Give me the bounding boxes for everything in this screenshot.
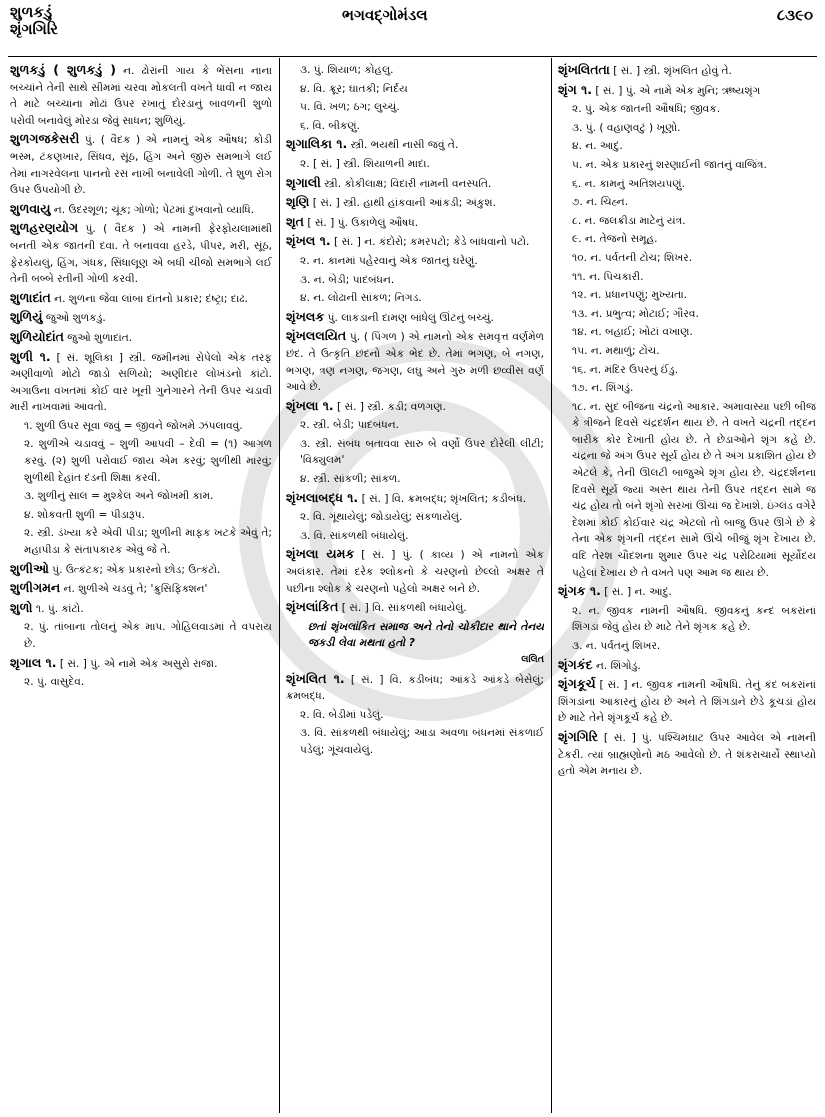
definition-text: [ સં. ] સ્ત્રી. હાથી હાંકવાની આંકડી; અંકુશ. bbox=[312, 197, 496, 210]
definition-text: ન. શિંગોડું. bbox=[595, 659, 641, 672]
page-header bbox=[0, 0, 825, 56]
dictionary-entry bbox=[286, 599, 544, 617]
dictionary-entry bbox=[286, 417, 544, 434]
dictionary-entry bbox=[10, 488, 272, 505]
definition-text: ૩. પું. ( વહાણવટું ) ખૂણો. bbox=[572, 121, 681, 134]
dictionary-entry bbox=[10, 349, 272, 416]
definition-text: પું. ઉત્કંટક; એક પ્રકારનો છોડ; ઉત્કંટો. bbox=[52, 563, 221, 576]
headword: શૃંખલ ૧. bbox=[286, 233, 331, 249]
column-divider bbox=[551, 58, 552, 1113]
column-divider bbox=[279, 58, 280, 1113]
headword: શૃંખલા ૧. bbox=[286, 397, 334, 413]
definition-text: [ સં. ] ન. કંદોરો; કમરપટો; કેડે બાંધવાનો પટો. bbox=[333, 236, 530, 249]
definition-text: ૬. ન. કામનું અતિશયપણું. bbox=[572, 177, 686, 190]
definition-text: જુઓ શુળાદાંત. bbox=[67, 331, 133, 344]
dictionary-entry bbox=[10, 525, 272, 558]
headword: શૃત bbox=[286, 213, 304, 229]
dictionary-entry bbox=[558, 101, 816, 118]
definition-text: પું. ( વૈદક ) એ નામનું એક ઔષધ; કોડી ભસ્મ, ટંકણખાર, સિંધવ, સૂંઠ, હિંગ અને જીરું સમભાગે લઈ તેમાં નાગરવેલના પાનનો રસ નાખી બનાવેલી ગોળી. તે શુળ રોગ ઉપર ઉપયોગી છે. bbox=[10, 134, 272, 197]
dictionary-entry bbox=[558, 287, 816, 304]
dictionary-entry bbox=[558, 380, 816, 397]
dictionary-entry bbox=[286, 175, 544, 193]
dictionary-entry bbox=[558, 306, 816, 323]
dictionary-entry bbox=[558, 82, 816, 100]
definition-text: [ સં. ] ન. જીવક નામની ઔષધિ. તેનું કંદ બકરાંનાં શિંગડાંના આકારનું હોય છે અને તે શિંગડાને છેડે કૂચડાં હોય છે માટે તેને શૃંગકૂર્ચ કહે છે. bbox=[558, 679, 816, 725]
dictionary-entry bbox=[10, 220, 272, 287]
definition-text: ૧૪. ન. બહાઈ; ખોટાં વખાણ. bbox=[572, 326, 693, 339]
definition-text: ૪. ન. આદું. bbox=[572, 140, 623, 153]
definition-text: ન. ઉદરશૂળ; ચૂંક; ગોળો; પેટમાં દુખવાનો વ્યાધિ. bbox=[53, 203, 255, 216]
column-3 bbox=[558, 62, 816, 1112]
dictionary-entry bbox=[558, 657, 816, 675]
definition-text: ૧૭. ન. શિંગડું. bbox=[572, 382, 634, 395]
definition-text: ૨. ન. જીવક નામની ઔષધિ. જીવકનું કન્દ બકરાંનાં શિંગડાં જેવું હોય છે માટે તેને શૃંગક કહે છે. bbox=[572, 604, 816, 634]
definition-text: ૨. પું. વાસુદેવ. bbox=[24, 676, 85, 689]
dictionary-entry bbox=[286, 619, 544, 669]
dictionary-entry bbox=[558, 62, 816, 80]
dictionary-entry bbox=[558, 250, 816, 267]
dictionary-entry bbox=[286, 233, 544, 251]
headword: શુળીગમન bbox=[10, 580, 61, 596]
definition-text: જુઓ શુળકડું. bbox=[45, 312, 106, 325]
definition-text: ન. શુળીએ ચડવું તે; 'ક્રુસિફિક્શન' bbox=[63, 583, 208, 596]
definition-text: [ સં. ] પું. પશ્ચિમઘાટ ઉપર આવેલ એ નામની ટેકરી. ત્યાં બ્રાહ્મણોનો મઠ આવેલો છે. તે શંકરાચાર્યે સ્થાપ્યો હતો એમ મનાય છે. bbox=[558, 731, 816, 778]
dictionary-entry bbox=[10, 507, 272, 524]
headword: શુળિયું bbox=[10, 309, 43, 325]
quotation-credit: લલિત bbox=[521, 654, 544, 665]
dictionary-entry bbox=[286, 398, 544, 416]
definition-text: ૨. સ્ત્રી. બેડી; પાદબંધન. bbox=[300, 419, 399, 432]
headword: શુળવાયુ bbox=[10, 200, 51, 216]
definition-text: [ સં. ] પું. એ નામે એક અસુરો રાજા. bbox=[59, 657, 218, 670]
column-1 bbox=[10, 62, 272, 1112]
dictionary-entry bbox=[286, 253, 544, 270]
headword: શૃંગકંદ bbox=[558, 656, 593, 672]
headword: શૃંખલાંકિત bbox=[286, 599, 339, 615]
headword: શૃંખલાબદ્ધ ૧. bbox=[286, 489, 359, 505]
dictionary-entry bbox=[10, 561, 272, 579]
headword: શૃંખલલયિત bbox=[286, 328, 347, 344]
definition-text: ન. ઢોરાંની ગાય કે ભેંસના નાના બચ્ચાંને તેની સાથે સીમમાં ચરવા મોકલતી વખતે ધાવી ન જાય તે માટે બચ્ચાંના મોઢાં ઉપર રખાતું દોરડાનું બાવળની શુળો પરોવી બનાવેલું મોરડા જેવું સાધન; શુળિયું. bbox=[10, 65, 272, 127]
dictionary-entry bbox=[286, 194, 544, 212]
dictionary-entry bbox=[286, 671, 544, 705]
definition-text: પું. ( પિંગળ ) એ નામનો એક સમવૃત્ત વર્ણમેળ છંદ. તે ઉત્કૃતિ છંદનો એક ભેદ છે. તેમાં ભગણ, બે નગણ, ભગણ, ત્રણ નગણ, જગણ, લઘુ અને ગુરુ મળી છવ્વીસ વર્ણ આવે છે. bbox=[286, 331, 544, 394]
dictionary-entry bbox=[10, 674, 272, 691]
dictionary-entry bbox=[558, 399, 816, 582]
dictionary-entry bbox=[558, 676, 816, 727]
dictionary-entry bbox=[286, 436, 544, 469]
dictionary-entry bbox=[558, 729, 816, 780]
dictionary-title: ભગવદ્ગોમંડલ bbox=[342, 6, 428, 24]
dictionary-entry bbox=[558, 324, 816, 341]
definition-text: ૧૮. ન. સુદ બીજના ચંદ્રનો આકાર. અમાવાસ્યા પછી બીજ કે ત્રીજને દિવસે ચંદ્રદર્શન થાય છે. તે વખતે ચંદ્રની તદ્દન બારીક કોર દેખાતી હોય છે. તે છેડાઓને શૃંગ કહે છે. ચંદ્રના જે અંગ ઉપર સૂર્ય હોય છે તે અંગ પ્રકાશિત હોય છે એટલે કે, તેની ઊલટી બાજુએ શૃંગ હોય છે. ચંદ્રદર્શનના દિવસે સૂર્ય જ્યાં અસ્ત થાય તેની ઉપર તદ્દન સામે જ ચંદ્ર હોય તો બંને શૃંગો સરખાં ઊંચાં જ દેખાશે. ઇંગ્લંડ વગેરે દેશમાં કોઈ કોઈવાર ચંદ્ર એટલો તો બાજુ ઉપર ઊગે છે કે તેના એક શૃંગની તદ્દન સામે ઊંચે બીજું શૃંગ દેખાય છે. વદિ તેરશ ચૌદશના શુમાર ઉપર ચંદ્ર પરોઢિયામાં સૂર્યોદય પહેલાં દેખાય છે તે વખતે પણ આમ જ થાય છે. bbox=[572, 400, 816, 579]
headword: શુળાદાંત bbox=[10, 289, 51, 305]
dictionary-entry bbox=[286, 309, 544, 327]
headword: શૃગાલિકા ૧. bbox=[286, 136, 348, 152]
dictionary-entry bbox=[558, 362, 816, 379]
definition-text: ૩. ન. બેડી; પાદબંધન. bbox=[300, 273, 395, 286]
dictionary-entry bbox=[558, 583, 816, 601]
dictionary-entry bbox=[10, 131, 272, 198]
dictionary-entry bbox=[558, 269, 816, 286]
idiom-text: ૪. શોકવતી શુળી = પીડારૂપ. bbox=[24, 508, 145, 521]
definition-text: [ સં. ] ન. આદું. bbox=[604, 586, 672, 599]
headword: શૃગાલી bbox=[286, 174, 321, 190]
dictionary-entry bbox=[286, 509, 544, 526]
dictionary-entry bbox=[286, 707, 544, 724]
dictionary-entry bbox=[10, 201, 272, 219]
headword: શુળકડું ( શુળકડું ) bbox=[10, 62, 116, 77]
headword: શૃંગ ૧. bbox=[558, 81, 592, 97]
definition-text: ૨. [ સં. ] સ્ત્રી. શિયાળની માદા. bbox=[300, 157, 430, 170]
definition-text: ૨. પું. તાંબાના તોલનું એક માપ. ગોહિલવાડમાં તે વપરાય છે. bbox=[24, 621, 272, 650]
dictionary-entry bbox=[286, 99, 544, 116]
guide-word-last: શૃંગગિરિ bbox=[10, 20, 59, 38]
definition-text: [ સં. શૂલિકા ] સ્ત્રી. જમીનમાં રોપેલો એક તરફ અણીવાળો મોટો જાડો સળિયો; અણીદાર લોખંડનો કાંટો. અગાઉના વખતમાં કોઈ વાર ખૂની ગુનેગારને તેની ઉપર ચડાવી મારી નાખવામાં આવતો. bbox=[10, 351, 272, 414]
definition-text: ૭. ન. ચિહ્ન. bbox=[572, 196, 629, 209]
definition-text: ૨. પું. એક જાતની ઔષધિ; જીવક. bbox=[572, 103, 721, 116]
dictionary-entry bbox=[286, 490, 544, 508]
dictionary-entry bbox=[558, 638, 816, 655]
definition-text: ૬. વિ. બીકણું. bbox=[300, 119, 361, 132]
definition-text: ૧૦. ન. પર્વતની ટોચ; શિખર. bbox=[572, 251, 693, 264]
dictionary-entry bbox=[558, 343, 816, 360]
dictionary-entry bbox=[558, 213, 816, 230]
dictionary-entry bbox=[286, 118, 544, 135]
dictionary-entry bbox=[10, 418, 272, 435]
definition-text: [ સં. ] પું. ( કાવ્ય ) એ નામનો એક અલંકાર. તેમાં દરેક શ્લોકનો કે ચરણનો છેલ્લો અક્ષર તે પછીના શ્લોક કે ચરણનો પહેલો અક્ષર બને છે. bbox=[286, 549, 544, 595]
definition-text: ૧૫. ન. મથાળું; ટોચ. bbox=[572, 344, 660, 357]
definition-text: [ સં. ] વિ. કડીબંધ; આંકડે આંકડે બેસેલું; ક્રમબદ્ધ. bbox=[286, 673, 544, 703]
headword: શૃંગગિરિ bbox=[558, 728, 599, 744]
definition-text: ૧૧. ન. પિચકારી. bbox=[572, 270, 644, 283]
dictionary-entry bbox=[286, 62, 544, 79]
definition-text: ૫. વિ. ખળ; ઠગ; લુચ્ચું. bbox=[300, 101, 400, 114]
dictionary-entry bbox=[10, 329, 272, 347]
definition-text: [ સં. ] સ્ત્રી. શૃંખલિત હોવું તે. bbox=[613, 65, 732, 77]
definition-text: ૩. સ્ત્રી. સંબંધ બતાવવા સારુ બે વર્ણો ઉપર દોરેલી લીટી; 'વિક્યુલમ' bbox=[300, 437, 544, 467]
definition-text: ૧૩. ન. પ્રભુત્વ; મોટાઈ; ગૌરવ. bbox=[572, 307, 699, 320]
dictionary-entry bbox=[286, 156, 544, 173]
dictionary-entry bbox=[558, 231, 816, 248]
dictionary-entry bbox=[10, 619, 272, 652]
dictionary-entry bbox=[286, 528, 544, 545]
headword: શૃંખલક bbox=[286, 308, 325, 324]
definition-text: ૧૨. ન. પ્રધાનપણું; મુખ્યતા. bbox=[572, 289, 688, 302]
idiom-text: ૧. શુળી ઉપર સૂવા જવું = જીવને જોખમે ઝંપલાવવું. bbox=[24, 419, 243, 432]
dictionary-entry bbox=[10, 655, 272, 673]
headword: શુળીઓ bbox=[10, 560, 49, 576]
dictionary-entry bbox=[10, 600, 272, 618]
definition-text: ૩. ન. પર્વતનું શિખર. bbox=[572, 640, 661, 652]
headword: શૃગાલ ૧. bbox=[10, 654, 57, 670]
definition-text: ૨. વિ. ગૂંથાયેલું; જોડાયેલું; સંકળાયેલું. bbox=[300, 511, 463, 524]
definition-text: ૨. સ્ત્રી. ડંખ્યા કરે એવી પીડા; શુળીની માફક ખટકે એવું તે; મહાપીડા કે સંતાપકારક એવું જે તે. bbox=[24, 527, 272, 557]
dictionary-entry bbox=[558, 120, 816, 137]
definition-text: [ સં. ] પું. ઉકાળેલું ઔષધ. bbox=[307, 216, 419, 229]
definition-text: સ્ત્રી. કોકીલાક્ષ; વિદારી નામની વનસ્પતિ. bbox=[324, 177, 492, 190]
dictionary-entry bbox=[10, 62, 272, 129]
dictionary-entry bbox=[558, 603, 816, 636]
idiom-text: ૩. શુળીનું સાલ = મુશ્કેલ અને જોખમી કામ. bbox=[24, 490, 214, 503]
dictionary-entry bbox=[286, 546, 544, 597]
definition-text: ૪. વિ. ક્રૂર; ઘાતકી; નિર્દય bbox=[300, 82, 408, 95]
headword: શુળગજકેસરી bbox=[10, 131, 80, 147]
headword: શુળો bbox=[10, 599, 33, 615]
dictionary-entry bbox=[558, 194, 816, 211]
dictionary-entry bbox=[558, 176, 816, 193]
definition-text: ૩. પું. શિયાળ; કોહલુ. bbox=[300, 64, 394, 76]
page-number: ૮૩૯૦ bbox=[776, 6, 813, 24]
headword: શૃંગક ૧. bbox=[558, 583, 601, 599]
dictionary-entry bbox=[286, 290, 544, 307]
headword: શુળહરણયોગ bbox=[10, 220, 79, 236]
definition-text: ૯. ન. તેજનો સમૂહ. bbox=[572, 233, 658, 246]
dictionary-entry bbox=[286, 136, 544, 154]
dictionary-entry bbox=[286, 471, 544, 488]
guide-words bbox=[10, 4, 58, 38]
column-2 bbox=[286, 62, 544, 1112]
headword: શુળી ૧. bbox=[10, 348, 51, 364]
definition-text: ૪. સ્ત્રી. સાંકળી; સાંકળ. bbox=[300, 473, 401, 486]
definition-text: ૩. વિ. સાંકળથી બંધાયેલું; આડા અવળા બંધનમાં સંકળાઈ પડેલું; ગૂંચવાયેલું. bbox=[300, 727, 544, 756]
definition-text: ૫. ન. એક પ્રકારનું શરણાઈની જાતનું વાજિંત્ર. bbox=[572, 158, 767, 171]
headword: શૃંખલિત ૧. bbox=[286, 670, 345, 686]
dictionary-entry bbox=[10, 580, 272, 598]
headword: શૃણિ bbox=[286, 194, 310, 210]
dictionary-entry bbox=[558, 157, 816, 174]
dictionary-entry bbox=[286, 328, 544, 395]
guide-word-first: શુળકડું bbox=[10, 3, 53, 21]
definition-text: પું. ( વૈદક ) એ નામની ફેરફોયલામાંથી બનતી એક જાતની દવા. તે બનાવવા હરડે, પીપર, મરી, સૂંઠ, ફેરકોયલું, હિંગ, ગંધક, સિંધાલૂણ એ બધી ચીજો સમભાગે લઈ તેની બબ્બે રતીની ગોળી કરવી. bbox=[10, 223, 272, 286]
headword: શૃંખલા યમક bbox=[286, 546, 355, 562]
dictionary-entry bbox=[10, 436, 272, 486]
definition-text: સ્ત્રી. ભયથી નાસી જવું તે. bbox=[350, 139, 459, 152]
headword: શૃંખલિતતા bbox=[558, 62, 610, 77]
header-rule bbox=[8, 56, 817, 57]
definition-text: ૮. ન. જલક્રીડા માટેનું યંત્ર. bbox=[572, 214, 686, 227]
definition-text: ૩. વિ. સાંકળથી બંધાયેલું. bbox=[300, 529, 409, 542]
definition-text: પું. લાકડાની દામણ બાંધેલું ઊંટનું બચ્ચું. bbox=[327, 311, 494, 324]
definition-text: ૨. વિ. બેડીમાં પડેલું. bbox=[300, 708, 384, 721]
definition-text: ૨. ન. કાનમાં પહેરવાનું એક જાતનું ઘરેણું. bbox=[300, 254, 478, 267]
headword: શુળિયોદાંત bbox=[10, 328, 64, 344]
definition-text: [ સં. ] વિ. ક્રમબદ્ધ; શૃંખલિત; કડીબંધ. bbox=[361, 492, 527, 505]
dictionary-entry bbox=[286, 214, 544, 232]
dictionary-entry bbox=[558, 138, 816, 155]
definition-text: [ સં. ] સ્ત્રી. કડી; વળગણ. bbox=[337, 400, 447, 413]
dictionary-entry bbox=[10, 309, 272, 327]
dictionary-entry bbox=[286, 725, 544, 758]
definition-text: ન. શુળના જેવા લાંબા દાંતનો પ્રકાર; દંષ્ટ્રા; દાઢ. bbox=[54, 292, 248, 305]
headword: શૃંગકૂર્ચ bbox=[558, 676, 596, 692]
definition-text: ૧૬. ન. મંદિર ઉપરનું ઈંડુ. bbox=[572, 363, 679, 376]
definition-text: [ સં. ] વિ. સાંકળથી બંધાયેલું. bbox=[341, 602, 467, 615]
definition-text: ૧. પું. કાંટો. bbox=[35, 602, 84, 615]
idiom-text: ૨. શુળીએ ચડાવવું – શુળી આપવી – દેવી = (૧) આગળ કરવું. (૨) શુળી પરોવાઈ જાય એમ કરવું; શુળીથી મારવું; શુળીથી દેહાંત દંડની શિક્ષા કરવી. bbox=[24, 438, 272, 484]
definition-text: ૪. ન. લોઢાની સાંકળ; નિગડ. bbox=[300, 292, 422, 305]
definition-text: [ સં. ] પું. એ નામે એક મુનિ; ઋષ્યશૃંગ bbox=[595, 84, 761, 97]
quotation-text: છતાં શૃંખલાંકિત સમાજ અને તેનો ચોકીદાર થાને તેનય જકડી લેવા મથતા હતો ? bbox=[308, 620, 544, 650]
dictionary-entry bbox=[286, 272, 544, 289]
dictionary-entry bbox=[286, 81, 544, 98]
dictionary-entry bbox=[10, 290, 272, 308]
